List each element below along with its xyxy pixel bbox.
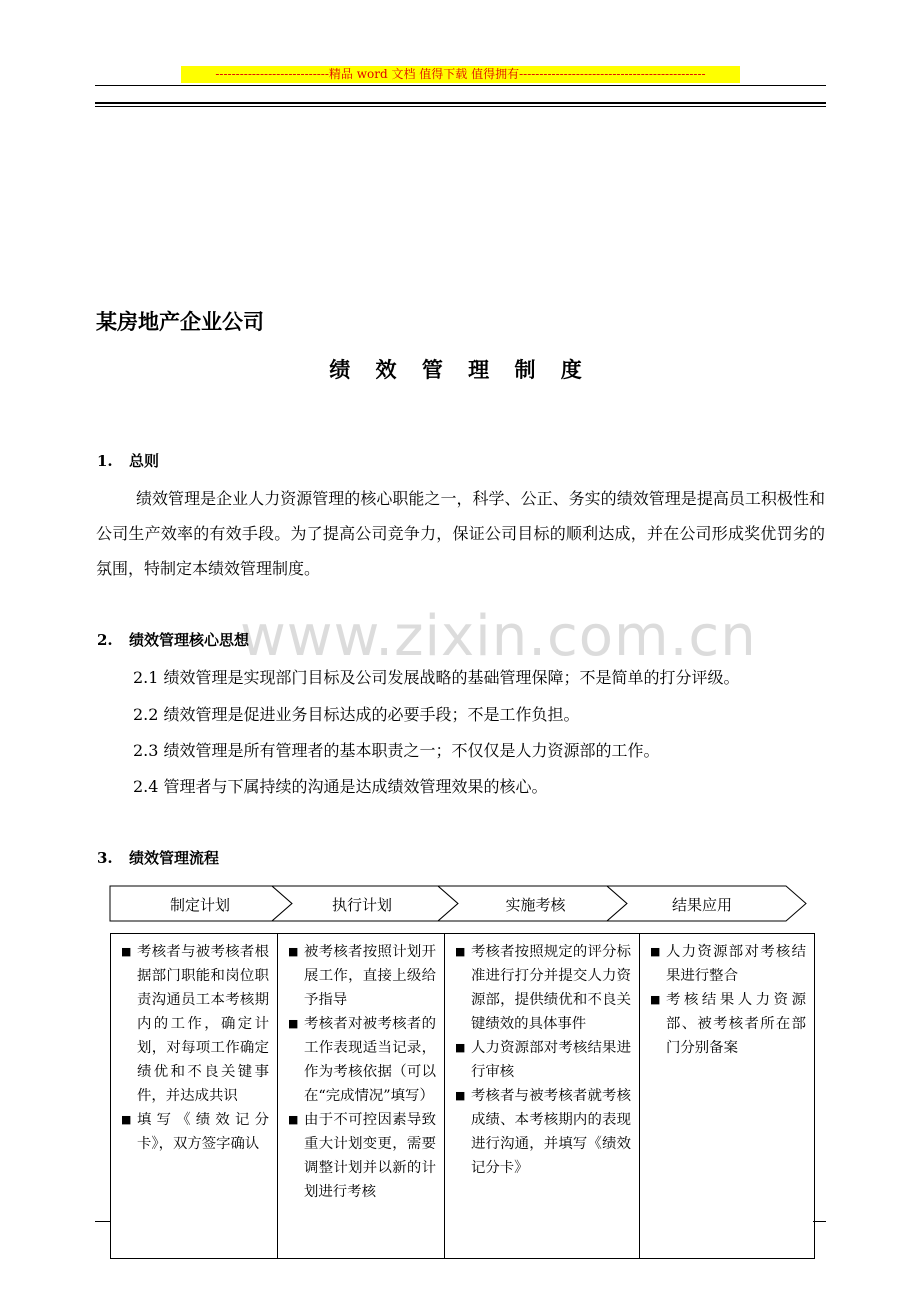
bullet-icon: ■ <box>288 945 299 958</box>
process-bullet-item: ■ 填写《绩效记分卡》，双方签字确认 <box>121 1108 269 1156</box>
process-bullet-item: ■ 考核者对被考核者的工作表现适当记录，作为考核依据（可以在“完成情况”填写） <box>288 1012 436 1108</box>
process-column-execute <box>278 934 445 1259</box>
process-bullet-item: ■ 由于不可控因素导致重大计划变更，需要调整计划并以新的计划进行考核 <box>288 1108 436 1204</box>
process-bullet-item: ■ 考核结果人力资源部、被考核者所在部门分别备案 <box>650 988 806 1060</box>
bullet-icon: ■ <box>121 1113 132 1126</box>
process-column-assess <box>445 934 640 1259</box>
process-step-label: 制定计划 <box>169 896 230 914</box>
section-number: 2. <box>97 631 113 649</box>
process-bullet-item: ■ 人力资源部对考核结果进行审核 <box>455 1036 631 1084</box>
process-bullet-item: ■ 被考核者按照计划开展工作，直接上级给予指导 <box>288 940 436 1012</box>
process-bullet-item: ■ 人力资源部对考核结果进行整合 <box>650 940 806 988</box>
bullet-icon: ■ <box>288 1017 299 1030</box>
process-step-label: 执行计划 <box>331 896 392 914</box>
process-column-apply <box>640 934 815 1259</box>
process-bullet-item: ■ 考核者按照规定的评分标准进行打分并提交人力资源部，提供绩优和不良关键绩效的具体事件 <box>455 940 631 1036</box>
company-name: 某房地产企业公司 <box>96 310 264 334</box>
core-idea-item: 2.3 绩效管理是所有管理者的基本职责之一；不仅仅是人力资源部的工作。 <box>133 741 660 760</box>
process-step-label: 实施考核 <box>505 896 566 914</box>
process-step-label: 结果应用 <box>671 896 732 914</box>
process-bullet-item: ■ 考核者与被考核者就考核成绩、本考核期内的表现进行沟通，并填写《绩效记分卡》 <box>455 1084 631 1180</box>
section-number: 3. <box>97 849 113 867</box>
bullet-icon: ■ <box>650 945 661 958</box>
bullet-icon: ■ <box>455 945 466 958</box>
section-title: 绩效管理核心思想 <box>129 631 250 649</box>
process-column-plan <box>111 934 278 1259</box>
process-bullet-item: ■ 考核者与被考核者根据部门职能和岗位职责沟通员工本考核期内的工作，确定计划，对每项工作确定绩优和不良关键事件，并达成共识 <box>121 940 269 1108</box>
section-number: 1. <box>97 452 113 470</box>
bullet-icon: ■ <box>455 1089 466 1102</box>
core-idea-item: 2.4 管理者与下属持续的沟通是达成绩效管理效果的核心。 <box>133 777 548 796</box>
process-detail-table <box>110 933 815 1259</box>
footer-rule <box>95 1221 111 1222</box>
bullet-icon: ■ <box>650 993 661 1006</box>
section-paragraph: 绩效管理是企业人力资源管理的核心职能之一，科学、公正、务实的绩效管理是提高员工积极性和公司生产效率的有效手段。为了提高公司竞争力，保证公司目标的顺利达成，并在公司形成奖优罚劣的氛围，特制定本绩效管理制度。 <box>96 489 825 578</box>
core-idea-item: 2.1 绩效管理是实现部门目标及公司发展战略的基础管理保障；不是简单的打分评级。 <box>133 668 740 687</box>
section-title: 总则 <box>129 452 160 470</box>
bullet-icon: ■ <box>288 1113 299 1126</box>
section-title: 绩效管理流程 <box>129 849 220 867</box>
bullet-icon: ■ <box>455 1041 466 1054</box>
document-title: 绩 效 管 理 制 度 <box>329 358 591 382</box>
watermark: www.zixin.com.cn <box>240 604 757 669</box>
header-banner: ----------------------------精品 word 文档 值得下载 值得拥有---------------------------------------------- <box>181 66 740 83</box>
bullet-icon: ■ <box>121 945 132 958</box>
core-idea-item: 2.2 绩效管理是促进业务目标达成的必要手段；不是工作负担。 <box>133 705 580 724</box>
